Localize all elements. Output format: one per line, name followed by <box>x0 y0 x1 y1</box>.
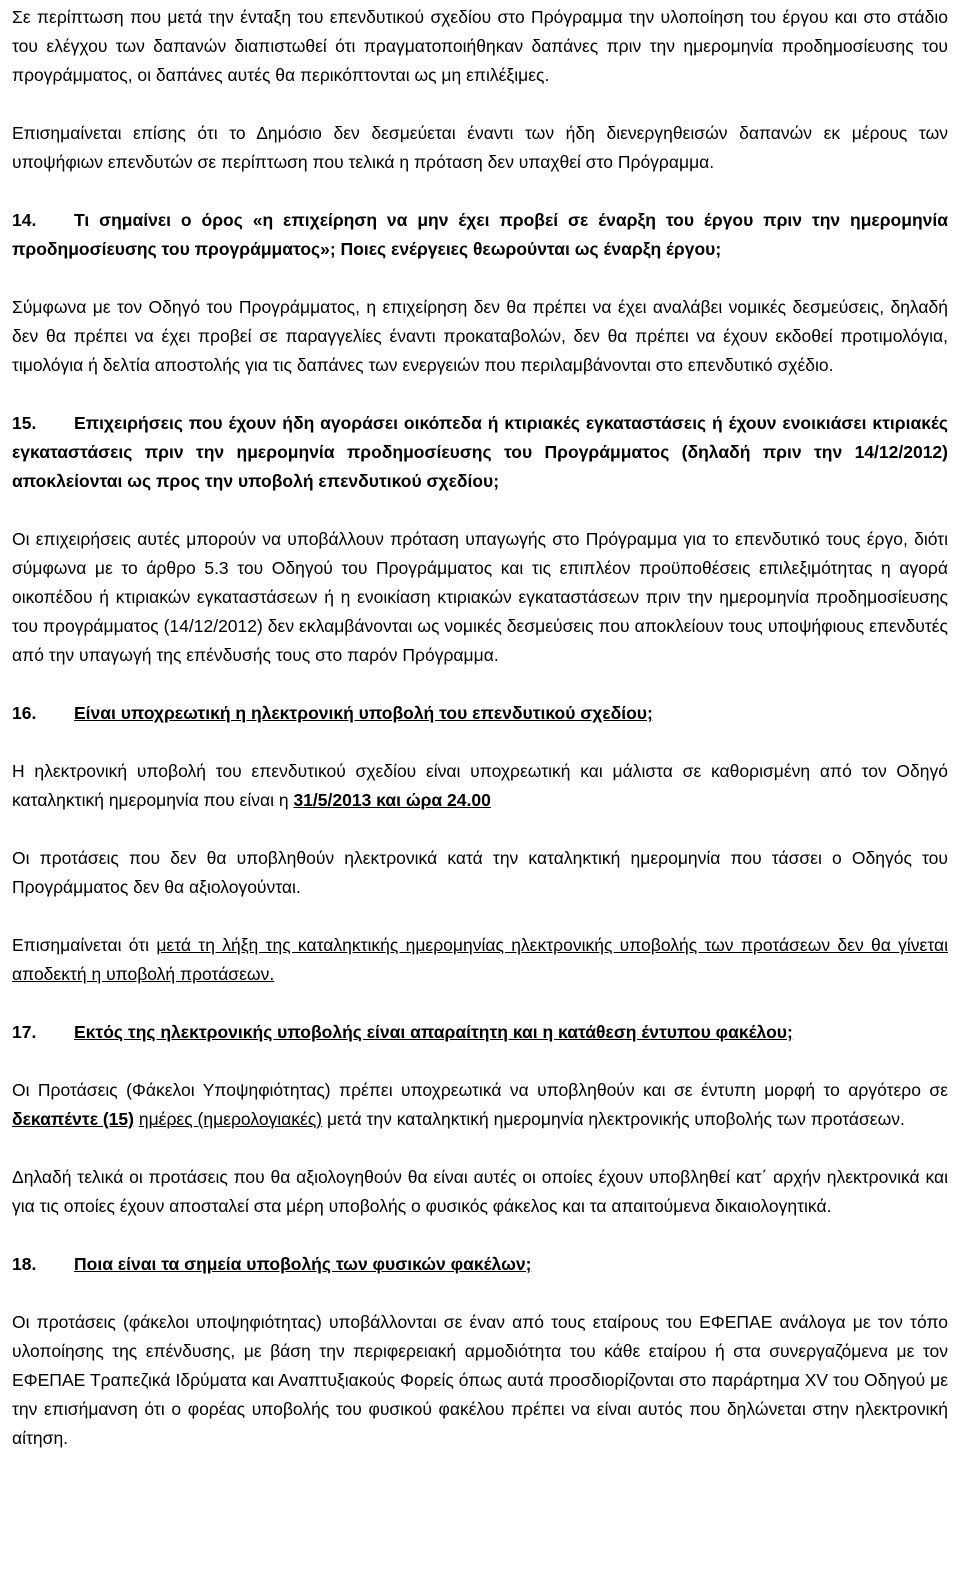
question-title: Ποια είναι τα σημεία υποβολής των φυσικών φακέλων; <box>74 1254 532 1274</box>
deadline-days: δεκαπέντε (15) <box>12 1109 134 1129</box>
deadline-date: 31/5/2013 και ώρα 24.00 <box>293 790 491 810</box>
answer-17-evaluation: Δηλαδή τελικά οι προτάσεις που θα αξιολογηθούν θα είναι αυτές οι οποίες έχουν υποβληθεί κατ΄ αρχήν ηλεκτρονικά και για τις οποίες έχουν αποσταλεί στα μέρη υποβολής ο φυσικός φάκελος και τα απαιτούμενα δικαιολογητικά. <box>12 1167 948 1216</box>
answer-15: Οι επιχειρήσεις αυτές μπορούν να υποβάλλουν πρόταση υπαγωγής στο Πρόγραμμα για το επενδυτικό τους έργο, διότι σύμφωνα με το άρθρο 5.3 του Οδηγού του Προγράμματος και τις επιπλέον προϋποθέσεις επιλεξιμότητας η αγορά οικοπέδου ή κτιριακών εγκαταστάσεων ή η ενοικίαση κτιριακών εγκαταστάσεων πριν την ημερομηνία προδημοσίευσης του προγράμματος (14/12/2012) δεν εκλαμβάνονται ως νομικές δεσμεύσεις που αποκλείουν τους υποψήφιους επενδυτές από την υπαγωγή της επένδυσής τους στο παρόν Πρόγραμμα. <box>12 529 948 665</box>
answer-17 <box>12 1076 948 1134</box>
question-title: Τι σημαίνει ο όρος «η επιχείρηση να μην έχει προβεί σε έναρξη του έργου πριν την ημερομηνία προδημοσίευσης του προγράμματος»; Ποιες ενέργειες θεωρούνται ως έναρξη έργου; <box>12 210 948 259</box>
answer-18: Οι προτάσεις (φάκελοι υποψηφιότητας) υποβάλλονται σε έναν από τους εταίρους του ΕΦΕΠΑΕ ανάλογα με τον τόπο υλοποίησης της επένδυσης, με βάση την περιφερειακή αρμοδιότητα του κάθε εταίρου ή στα συνεργαζόμενα με τον ΕΦΕΠΑΕ Τραπεζικά Ιδρύματα και Αναπτυξιακούς Φορείς όπως αυτά προσδιορίζονται στο παράρτημα XV του Οδηγού με την επισήμανση ότι ο φορέας υποβολής του φυσικού φακέλου πρέπει να είναι αυτός που δηλώνεται στην ηλεκτρονική αίτηση. <box>12 1312 948 1448</box>
question-16 <box>12 699 948 728</box>
question-15 <box>12 409 948 496</box>
question-number: 14. <box>12 210 37 230</box>
question-18 <box>12 1250 948 1279</box>
question-17 <box>12 1018 948 1047</box>
underlined-text: μετά τη λήξη της καταληκτικής ημερομηνίας ηλεκτρονικής υποβολής των προτάσεων δεν θα γίνεται αποδεκτή η υποβολή προτάσεων. <box>12 935 948 984</box>
answer-16-non-submitted: Οι προτάσεις που δεν θα υποβληθούν ηλεκτρονικά κατά την καταληκτική ημερομηνία που τάσσει ο Οδηγός του Προγράμματος δεν θα αξιολογούνται. <box>12 848 948 897</box>
question-number: 18. <box>12 1254 37 1274</box>
question-title: Είναι υποχρεωτική η ηλεκτρονική υποβολή του επενδυτικού σχεδίου; <box>74 703 653 723</box>
answer-16 <box>12 757 948 815</box>
answer-text: μετά την καταληκτική ημερομηνία ηλεκτρονικής υποβολής των προτάσεων. <box>322 1109 905 1129</box>
paragraph-state-not-bound: Επισημαίνεται επίσης ότι το Δημόσιο δεν δεσμεύεται έναντι των ήδη διενεργηθεισών δαπανών εκ μέρους των υποψήφιων επενδυτών σε περίπτωση που τελικά η πρόταση δεν υπαχθεί στο Πρόγραμμα. <box>12 123 948 172</box>
answer-16-deadline-note <box>12 931 948 989</box>
answer-text: Οι Προτάσεις (Φάκελοι Υποψηφιότητας) πρέπει υποχρεωτικά να υποβληθούν και σε έντυπη μορφή το αργότερο σε <box>12 1080 948 1100</box>
question-14 <box>12 206 948 264</box>
answer-14: Σύμφωνα με τον Οδηγό του Προγράμματος, η επιχείρηση δεν θα πρέπει να έχει αναλάβει νομικές δεσμεύσεις, δηλαδή δεν θα πρέπει να έχει προβεί σε παραγγελίες έναντι προκαταβολών, δεν θα πρέπει να έχουν εκδοθεί προτιμολόγια, τιμολόγια ή δελτία αποστολής για τις δαπάνες των ενεργειών που περιλαμβάνονται στο επενδυτικό σχέδιο. <box>12 297 948 375</box>
document-page <box>12 3 948 1453</box>
question-title: Επιχειρήσεις που έχουν ήδη αγοράσει οικόπεδα ή κτιριακές εγκαταστάσεις ή έχουν ενοικιάσει κτιριακές εγκαταστάσεις πριν την ημερομηνία προδημοσίευσης του Προγράμματος (δηλαδή πριν την 14/12/2012) αποκλείονται ως προς την υποβολή επενδυτικού σχεδίου; <box>12 413 948 491</box>
question-number: 15. <box>12 413 37 433</box>
deadline-days-type: ημέρες (ημερολογιακές) <box>138 1109 323 1129</box>
answer-text: Επισημαίνεται ότι <box>12 935 157 955</box>
question-title: Εκτός της ηλεκτρονικής υποβολής είναι απαραίτητη και η κατάθεση έντυπου φακέλου; <box>74 1022 793 1042</box>
question-number: 16. <box>12 703 37 723</box>
paragraph-ineligible-expenses: Σε περίπτωση που μετά την ένταξη του επενδυτικού σχεδίου στο Πρόγραμμα την υλοποίηση του έργου και στο στάδιο του ελέγχου των δαπανών διαπιστωθεί ότι πραγματοποιήθηκαν δαπάνες πριν την ημερομηνία προδημοσίευσης του προγράμματος, οι δαπάνες αυτές θα περικόπτονται ως μη επιλέξιμες. <box>12 7 948 85</box>
question-number: 17. <box>12 1022 37 1042</box>
answer-text: Η ηλεκτρονική υποβολή του επενδυτικού σχεδίου είναι υποχρεωτική και μάλιστα σε καθορισμένη από τον Οδηγό καταληκτική ημερομηνία που είναι η <box>12 761 948 810</box>
